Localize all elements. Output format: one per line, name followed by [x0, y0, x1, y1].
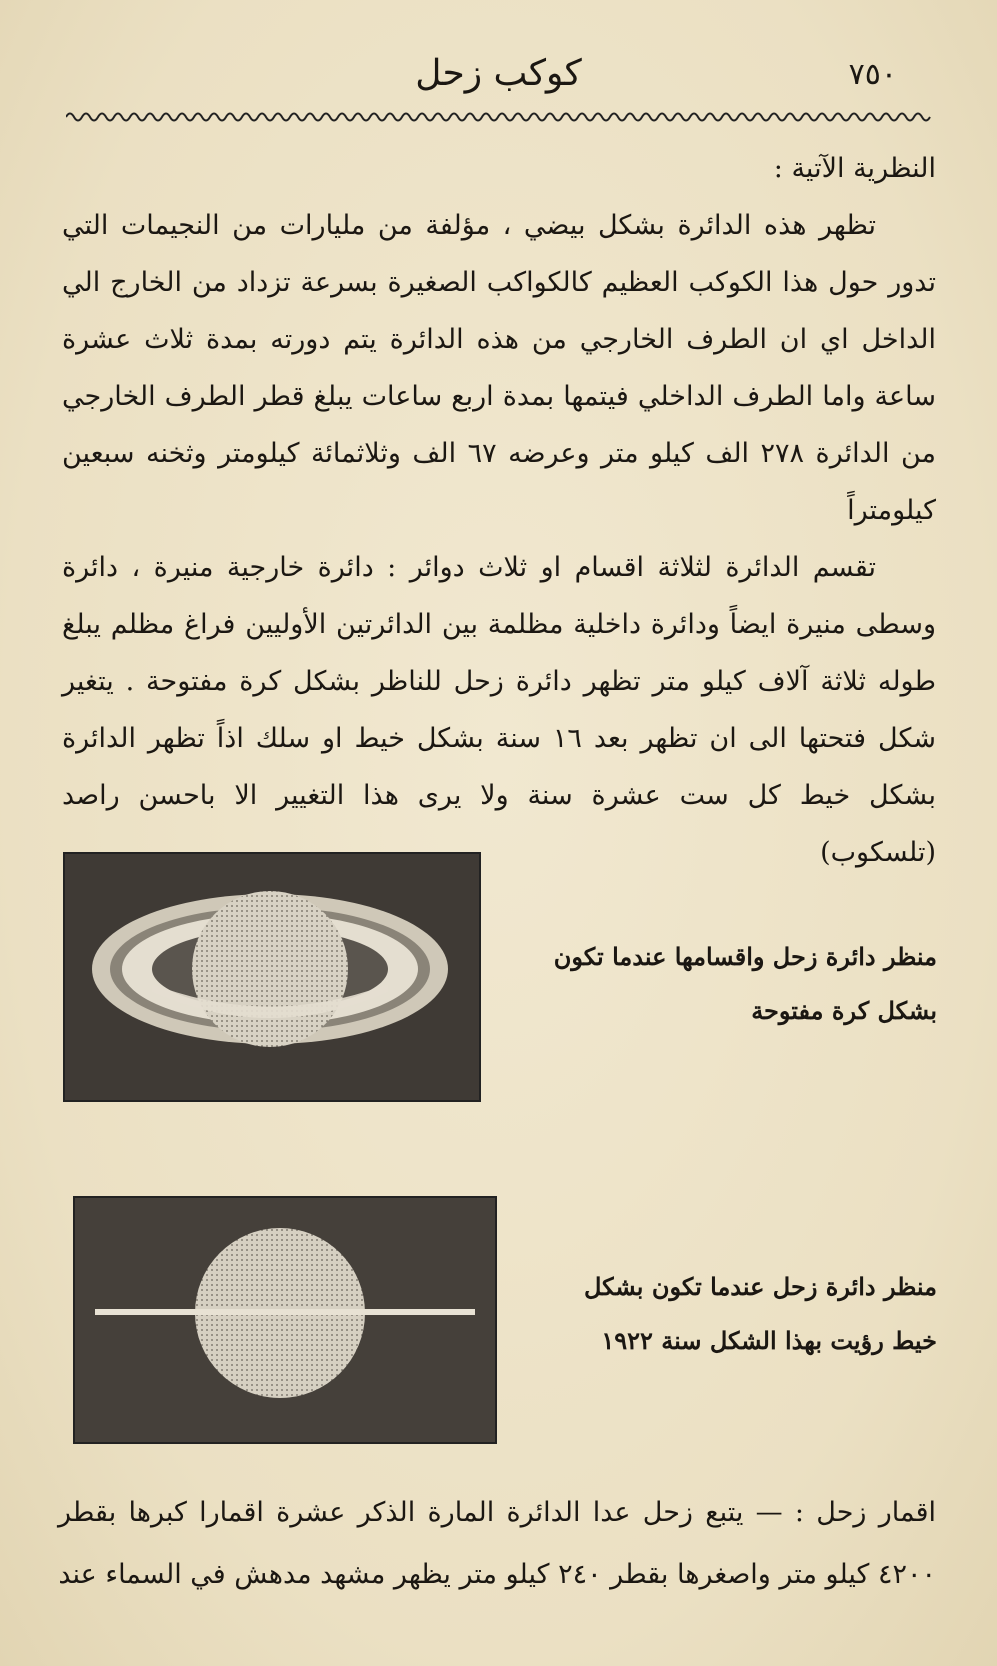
saturn-open-rings-photo: [63, 852, 481, 1102]
caption-2-line-1: منظر دائرة زحل عندما تكون بشكل: [583, 1272, 937, 1301]
moons-section: [58, 1482, 936, 1606]
page-header: [60, 45, 937, 105]
saturn-edge-rings-photo: [73, 1196, 497, 1444]
paragraph-rings-divisions: تقسم الدائرة لثلاثة اقسام او ثلاث دوائر : دائرة خارجية منيرة ، دائرة وسطى منيرة ايضاً ودائرة داخلية مظلمة بين الدائرتين الأوليين فراغ مظلم يبلغ طوله ثلاثة آلاف كيلو متر تظهر دائرة زحل للناظر بشكل كرة مفتوحة . يتغير شكل فتحتها الى ان تظهر بعد ١٦ سنة بشكل خيط او سلك اذاً تظهر الدائرة بشكل خيط كل ست عشرة سنة ولا يرى هذا التغيير الا باحسن راصد (تلسكوب): [62, 552, 936, 868]
caption-1-line-2: بشكل كرة مفتوحة: [751, 996, 937, 1025]
paragraph-rings-description: تظهر هذه الدائرة بشكل بيضي ، مؤلفة من مليارات من النجيمات التي تدور حول هذا الكوكب العظيم كالكواكب الصغيرة بسرعة تزداد من الخارج الي الداخل اي ان الطرف الخارجي من هذه الدائرة يتم دورته بمدة ثلاث عشرة ساعة واما الطرف الداخلي فيتمها بمدة اربع ساعات يبلغ قطر الطرف الخارجي من الدائرة ٢٧٨ الف كيلو متر وعرضه ٦٧ الف وثلاثمائة كيلومتر وثخنه سبعين كيلومتراً: [62, 210, 937, 526]
saturn-edge-rings-icon: [75, 1198, 495, 1442]
paragraph-moons: اقمار زحل : — يتبع زحل عدا الدائرة المارة الذكر عشرة اقمارا كبرها بقطر ٤٢٠٠ كيلو متر واصغرها بقطر ٢٤٠ كيلو متر يظهر مشهد مدهش في السماء عند: [58, 1497, 936, 1590]
page-number: ٧٥٠: [848, 57, 897, 92]
figure-caption-2: [500, 1260, 937, 1368]
saturn-open-rings-icon: [65, 854, 479, 1100]
caption-2-line-2: خيط رؤيت بهذا الشكل سنة ١٩٢٢: [601, 1326, 937, 1355]
caption-1-line-1: منظر دائرة زحل واقسامها عندما تكون: [553, 942, 937, 971]
lead-line: النظرية الآتية :: [773, 153, 936, 184]
figure-caption-1: [490, 930, 937, 1038]
main-text: [62, 140, 936, 881]
wavy-divider: [66, 108, 932, 126]
page-title: كوكب زحل: [415, 53, 582, 94]
